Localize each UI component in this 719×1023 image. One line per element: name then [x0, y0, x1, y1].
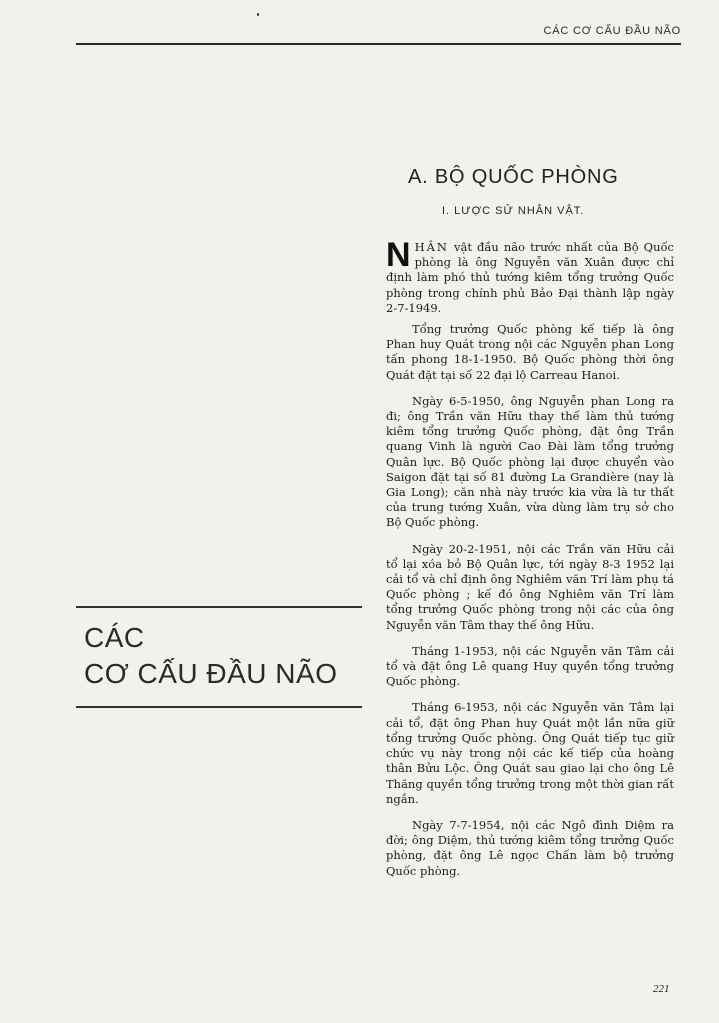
drop-cap: N: [386, 236, 411, 274]
chapter-rule-bottom: [76, 706, 362, 708]
paragraph-1: [386, 236, 674, 316]
chapter-title-line-1: CÁC: [84, 622, 145, 653]
paragraph-7: Ngày 7-7-1954, nội các Ngô đình Diệm ra đời; ông Diệm, thủ tướng kiêm tổng trưởng Quốc phòng, đặt ông Lê ngọc Chấn làm bộ trưởng Quốc phòng.: [386, 817, 674, 878]
paragraph-text: vật đầu não trước nhất của Bộ Quốc phòng là ông Nguyễn văn Xuân được chỉ định làm phó thủ tướng kiêm tổng trưởng Quốc phòng trong chính phủ Bảo Đại thành lập ngày 2-7-1949.: [386, 240, 674, 315]
paragraph-6: Tháng 6-1953, nội các Nguyễn văn Tâm lại cải tổ, đặt ông Phan huy Quát một lần nữa giữ tổng trưởng Quốc phòng. Ông Quát tiếp tục giữ chức vụ này trong nội các kế tiếp của hoàng thân Bửu Lộc. Ông Quát sau giao lại cho ông Lê Thăng quyền tổng trưởng trong một thời gian rất ngắn.: [386, 700, 674, 806]
paragraph-2: Tổng trưởng Quốc phòng kế tiếp là ông Phan huy Quát trong nội các Nguyễn phan Long tấn phong 18-1-1950. Bộ Quốc phòng thời ông Quát đặt tại số 22 đại lộ Carreau Hanoi.: [386, 322, 674, 382]
paragraph-3: Ngày 6-5-1950, ông Nguyễn phan Long ra đi; ông Trần văn Hữu thay thế làm thủ tướng kiêm tổng trưởng Quốc phòng, đặt ông Trần quang Vinh là người Cao Đài làm tổng trưởng Quân lực. Bộ Quốc phòng lại được chuyển vào Saigon đặt tại số 81 đường La Grandière (nay là Gia Long); căn nhà này trước kia vừa là tư thất của trung tướng Xuân, vừa dùng làm trụ sở cho Bộ Quốc phòng.: [386, 393, 674, 530]
header-rule: [76, 43, 681, 45]
subsection-title: I. LƯỢC SỬ NHÂN VẬT.: [442, 205, 585, 217]
print-speck: [257, 13, 259, 16]
chapter-title-line-2: CƠ CẤU ĐẦU NÃO: [84, 658, 338, 689]
lead-in: HÂN: [414, 240, 449, 254]
page-number: 221: [653, 983, 670, 995]
paragraph-4: Ngày 20-2-1951, nội các Trần văn Hữu cải tổ lại xóa bỏ Bộ Quân lực, tới ngày 8-3 1952 lại cải tổ và chỉ định ông Nghiêm văn Trí làm phụ tá Quốc phòng ; kế đó ông Nghiêm văn Trí làm tổng trưởng Quốc phòng trong nội các của ông Nguyễn văn Tâm thay thế ông Hữu.: [386, 541, 674, 632]
paragraph-5: Tháng 1-1953, nội các Nguyễn văn Tâm cải tổ và đặt ông Lê quang Huy quyền tổng trưởng Quốc phòng.: [386, 643, 674, 689]
chapter-title: [84, 620, 364, 692]
section-title: A. BỘ QUỐC PHÒNG: [408, 166, 619, 188]
running-head: CÁC CƠ CẤU ĐẦU NÃO: [543, 25, 681, 37]
chapter-rule-top: [76, 606, 362, 608]
body-text-column: [386, 236, 674, 890]
